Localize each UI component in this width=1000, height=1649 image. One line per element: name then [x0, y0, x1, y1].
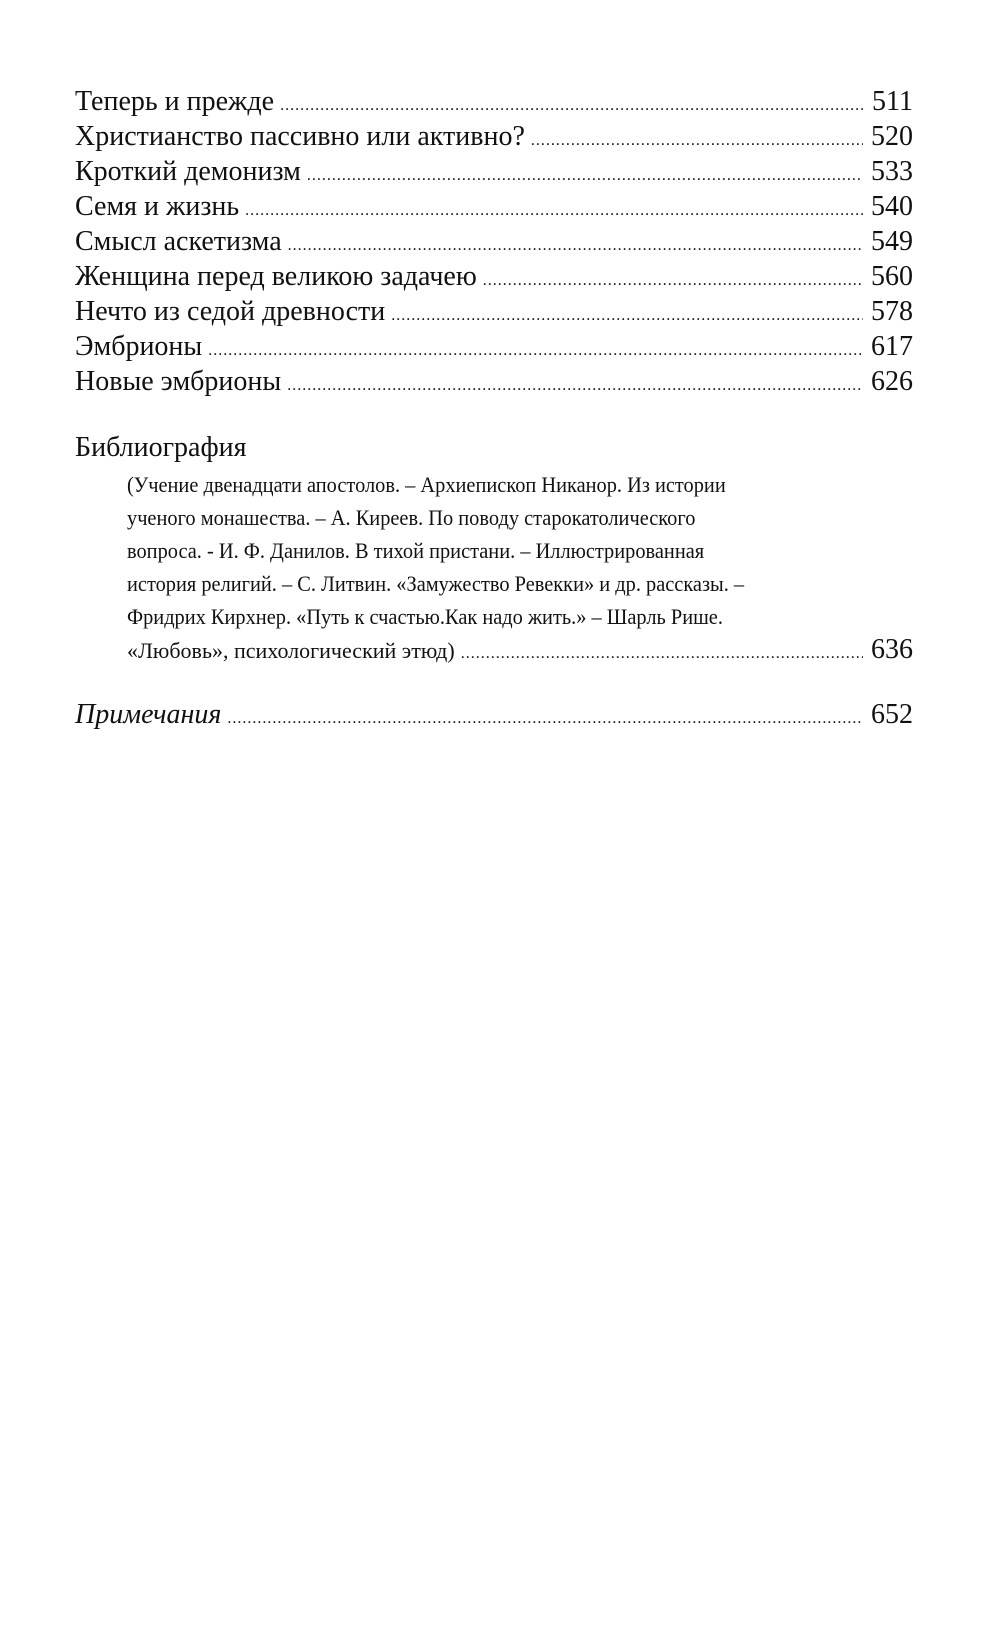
- entry-title: Женщина перед великою задачею: [75, 261, 477, 292]
- entry-page: 560: [871, 261, 913, 292]
- toc-entry[interactable]: [75, 119, 913, 154]
- entry-page: 652: [871, 699, 913, 730]
- toc-entry[interactable]: [75, 364, 913, 399]
- bibliography-line: «Любовь», психологический этюд): [127, 638, 455, 663]
- entry-page: 617: [871, 331, 913, 362]
- bibliography-entry[interactable]: [127, 468, 913, 666]
- toc-entry[interactable]: [75, 294, 913, 329]
- entry-title: Новые эмбрионы: [75, 366, 282, 397]
- entry-page: 636: [871, 634, 913, 665]
- dot-leader: [288, 228, 863, 263]
- dot-leader: [245, 193, 863, 228]
- toc-entry[interactable]: [75, 189, 913, 224]
- toc-entry[interactable]: [75, 259, 913, 294]
- dot-leader: [307, 158, 863, 193]
- dot-leader: [461, 637, 863, 670]
- entry-title: Нечто из седой древности: [75, 296, 386, 327]
- entry-page: 540: [871, 191, 913, 222]
- bibliography-heading: Библиография: [75, 432, 247, 463]
- bibliography-last-line: [127, 633, 913, 666]
- entry-title: Смысл аскетизма: [75, 226, 282, 257]
- bibliography-line: вопроса. - И. Ф. Данилов. В тихой пристани. – Иллюстрированная: [127, 538, 705, 563]
- dot-leader: [227, 701, 863, 736]
- toc-entry[interactable]: [75, 329, 913, 364]
- entry-title: Кроткий демонизм: [75, 156, 301, 187]
- notes-row: [75, 697, 913, 732]
- notes-entry[interactable]: [75, 697, 913, 732]
- toc-entry[interactable]: [75, 154, 913, 189]
- bibliography-line: (Учение двенадцати апостолов. – Архиепископ Никанор. Из истории: [127, 472, 726, 497]
- dot-leader: [483, 263, 863, 298]
- dot-leader: [391, 298, 863, 333]
- dot-leader: [531, 123, 863, 158]
- entry-page: 626: [871, 366, 913, 397]
- dot-leader: [280, 88, 864, 123]
- entry-title: Примечания: [75, 699, 222, 730]
- toc-entry[interactable]: [75, 224, 913, 259]
- entry-title: Христианство пассивно или активно?: [75, 121, 525, 152]
- table-of-contents: [75, 84, 913, 399]
- entry-title: Семя и жизнь: [75, 191, 240, 222]
- entry-page: 511: [872, 86, 913, 117]
- bibliography-line: Фридрих Кирхнер. «Путь к счастью.Как надо жить.» – Шарль Рише.: [127, 604, 723, 629]
- entry-title: Эмбрионы: [75, 331, 203, 362]
- entry-page: 549: [871, 226, 913, 257]
- bibliography-line: ученого монашества. – А. Киреев. По поводу старокатолического: [127, 505, 696, 530]
- entry-page: 533: [871, 156, 913, 187]
- bibliography-line: история религий. – С. Литвин. «Замужество Ревекки» и др. рассказы. –: [127, 571, 745, 596]
- entry-page: 578: [871, 296, 913, 327]
- dot-leader: [287, 368, 863, 403]
- entry-page: 520: [871, 121, 913, 152]
- toc-entry[interactable]: [75, 84, 913, 119]
- dot-leader: [208, 333, 863, 368]
- entry-title: Теперь и прежде: [75, 86, 275, 117]
